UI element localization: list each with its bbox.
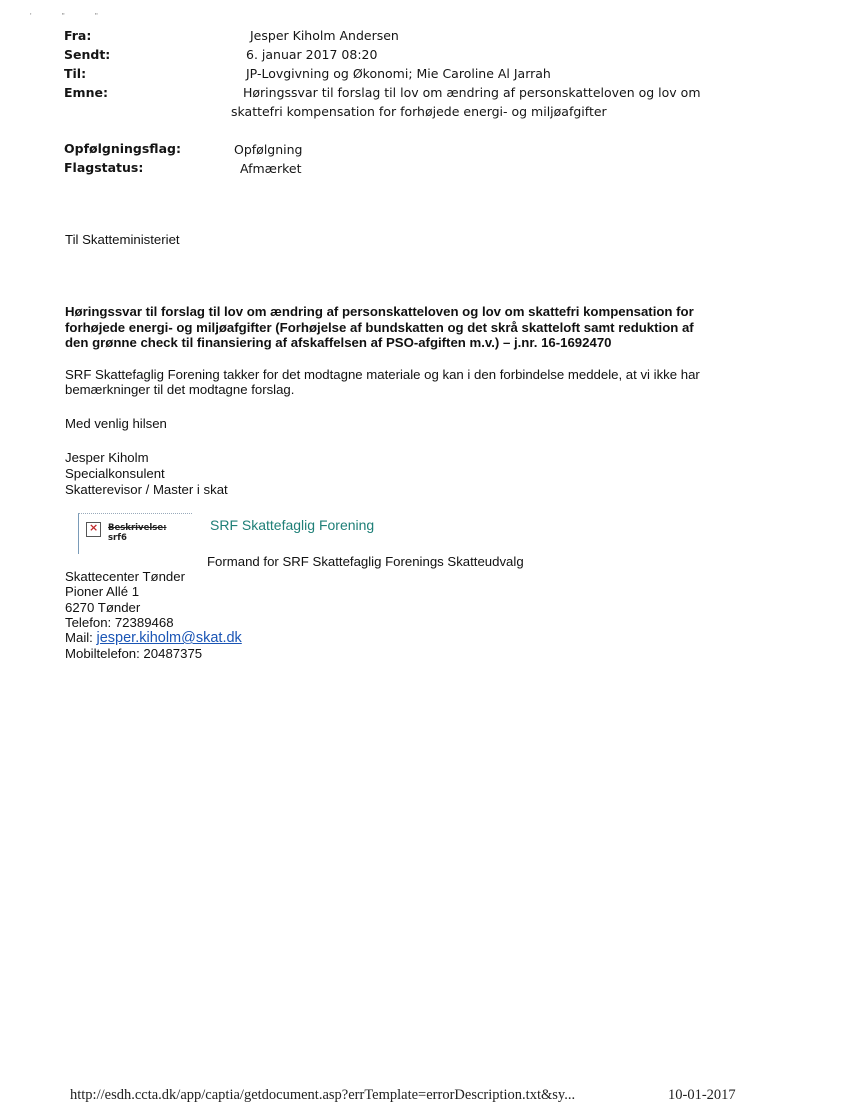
phone: Telefon: 72389468 xyxy=(65,615,174,630)
followup-flag-value: Opfølgning xyxy=(234,142,303,157)
body-line-1: SRF Skattefaglig Forening takker for det modtagne materiale og kan i den forbindelse meddele, at vi ikke har xyxy=(65,367,700,382)
heading-line-3: den grønne check til finansiering af afskaffelsen af PSO-afgiften m.v.) – j.nr. 16-1692470 xyxy=(65,335,612,350)
logo-alt-line-1: Beskrivelse: xyxy=(108,523,167,533)
salutation: Til Skatteministeriet xyxy=(65,232,180,247)
mobile-phone: Mobiltelefon: 20487375 xyxy=(65,646,203,661)
scan-specks: ' " " xyxy=(30,12,112,21)
footer-date: 10-01-2017 xyxy=(668,1087,736,1103)
body-line-2: bemærkninger til det modtagne forslag. xyxy=(65,382,295,397)
logo-placeholder xyxy=(78,513,192,554)
sent-value: 6. januar 2017 08:20 xyxy=(246,47,378,62)
subject-line-1: Høringssvar til forslag til lov om ændring af personskatteloven og lov om xyxy=(243,85,701,100)
office-name: Skattecenter Tønder xyxy=(65,569,185,584)
logo-alt-line-2: srf6 xyxy=(108,533,127,543)
subject-label: Emne: xyxy=(64,85,108,100)
signature-title: Specialkonsulent xyxy=(65,466,165,481)
to-value: JP-Lovgivning og Økonomi; Mie Caroline Al Jarrah xyxy=(246,66,551,81)
signature-name: Jesper Kiholm xyxy=(65,450,149,465)
from-label: Fra: xyxy=(64,28,92,43)
email-link[interactable]: jesper.kiholm@skat.dk xyxy=(96,630,242,646)
signature-role: Formand for SRF Skattefaglig Forenings Skatteudvalg xyxy=(207,554,524,569)
followup-flag-label: Opfølgningsflag: xyxy=(64,141,181,156)
mail-line xyxy=(65,630,242,647)
city-address: 6270 Tønder xyxy=(65,600,141,615)
mail-label: Mail: xyxy=(65,630,97,645)
sent-label: Sendt: xyxy=(64,47,111,62)
signature-qualification: Skatterevisor / Master i skat xyxy=(65,482,228,497)
org-name: SRF Skattefaglig Forening xyxy=(210,517,375,533)
to-label: Til: xyxy=(64,66,87,81)
broken-image-icon: × xyxy=(86,522,101,537)
closing: Med venlig hilsen xyxy=(65,416,167,431)
flag-status-value: Afmærket xyxy=(240,161,302,176)
logo-alt-text xyxy=(108,523,167,543)
footer-url: http://esdh.ccta.dk/app/captia/getdocument.asp?errTemplate=errorDescription.txt&sy... xyxy=(70,1087,576,1103)
flag-status-label: Flagstatus: xyxy=(64,160,144,175)
street-address: Pioner Allé 1 xyxy=(65,584,140,599)
heading-line-2: forhøjede energi- og miljøafgifter (Forhøjelse af bundskatten og det skrå skatteloft samt reduktion af xyxy=(65,320,694,335)
from-value: Jesper Kiholm Andersen xyxy=(250,28,399,43)
subject-line-2: skattefri kompensation for forhøjede energi- og miljøafgifter xyxy=(231,104,607,119)
heading-line-1: Høringssvar til forslag til lov om ændring af personskatteloven og lov om skattefri kompensation for xyxy=(65,304,694,319)
